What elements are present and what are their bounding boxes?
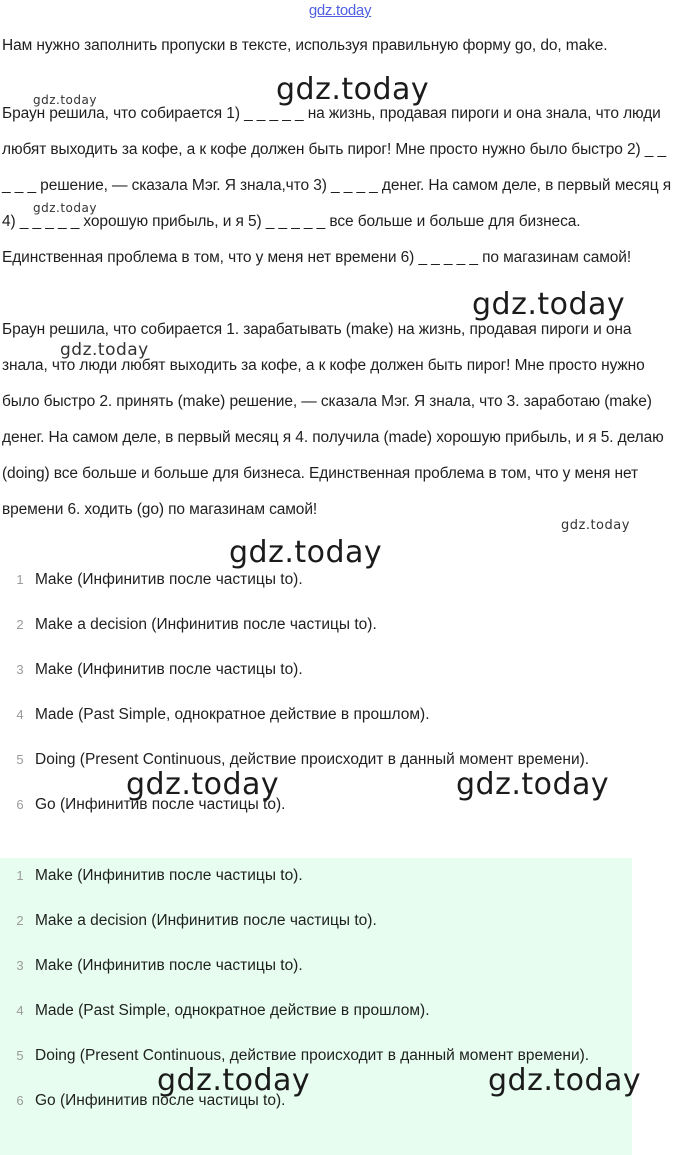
item-text: Made (Past Simple, однократное действие в прошлом). bbox=[35, 1002, 430, 1019]
task-intro: Нам нужно заполнить пропуски в тексте, используя правильную форму go, do, make. bbox=[2, 37, 608, 54]
list-item bbox=[0, 652, 640, 688]
watermark: gdz.today bbox=[126, 767, 280, 802]
list-item bbox=[0, 903, 632, 939]
list-item bbox=[0, 697, 640, 733]
item-text: Make a decision (Инфинитив после частицы to). bbox=[35, 912, 377, 929]
watermark: gdz.today bbox=[33, 201, 97, 215]
item-number: 5 bbox=[16, 752, 24, 767]
item-text: Make a decision (Инфинитив после частицы to). bbox=[35, 616, 377, 633]
item-text: Doing (Present Continuous, действие происходит в данный момент времени). bbox=[35, 1047, 590, 1064]
item-text: Made (Past Simple, однократное действие в прошлом). bbox=[35, 706, 430, 723]
item-text: Make (Инфинитив после частицы to). bbox=[35, 661, 303, 678]
item-text: Make (Инфинитив после частицы to). bbox=[35, 957, 303, 974]
watermark: gdz.today bbox=[456, 767, 610, 802]
item-number: 3 bbox=[16, 662, 24, 677]
item-text: Go (Инфинитив после частицы to). bbox=[35, 1092, 286, 1109]
site-link[interactable]: gdz.today bbox=[308, 2, 372, 19]
item-number: 4 bbox=[16, 707, 24, 722]
watermark: gdz.today bbox=[60, 340, 149, 360]
item-text: Doing (Present Continuous, действие происходит в данный момент времени). bbox=[35, 751, 590, 768]
watermark: gdz.today bbox=[488, 1063, 642, 1098]
item-text: Make (Инфинитив после частицы to). bbox=[35, 571, 303, 588]
item-number: 2 bbox=[16, 913, 24, 928]
item-number: 4 bbox=[16, 1003, 24, 1018]
item-number: 1 bbox=[16, 868, 24, 883]
item-text: Go (Инфинитив после частицы to). bbox=[35, 796, 286, 813]
watermark: gdz.today bbox=[229, 535, 383, 570]
list-item bbox=[0, 858, 632, 894]
item-number: 3 bbox=[16, 958, 24, 973]
exercise-text: Браун решила, что собирается 1) _ _ _ _ _ на жизнь, продавая пироги и она знала, что люди любят выходить за кофе, а к кофе должен быть пирог! Мне просто нужно было быстро 2) _ _ _ _ _ решение, — сказала Мэг. Я знала,что 3) _ _ _ _ денег. На самом деле, в первый месяц я 4) _ _ _ _ _ хорошую прибыль, и я 5) _ _ _ _ _ все больше и больше для бизнеса. Единственная проблема в том, что у меня нет времени 6) _ _ _ _ _ по магазинам самой! bbox=[2, 105, 671, 266]
list-item bbox=[0, 993, 632, 1029]
item-number: 1 bbox=[16, 572, 24, 587]
watermark: gdz.today bbox=[472, 287, 626, 322]
watermark: gdz.today bbox=[157, 1063, 311, 1098]
watermark: gdz.today bbox=[33, 93, 97, 107]
watermark: gdz.today bbox=[561, 518, 630, 533]
highlighted-answer-list bbox=[0, 858, 632, 1155]
item-number: 5 bbox=[16, 1048, 24, 1063]
item-number: 6 bbox=[16, 797, 24, 812]
item-number: 6 bbox=[16, 1093, 24, 1108]
answer-text: Браун решила, что собирается 1. зарабатывать (make) на жизнь, продавая пироги и она знала, что люди любят выходить за кофе, а к кофе должен быть пирог! Мне просто нужно было быстро 2. принять (make) решение, — сказала Мэг. Я знала, что 3. заработаю (make) денег. На самом деле, в первый месяц я 4. получила (made) хорошую прибыль, и я 5. делаю (doing) все больше и больше для бизнеса. Единственная проблема в том, что у меня нет времени 6. ходить (go) по магазинам самой! bbox=[2, 321, 664, 518]
watermark: gdz.today bbox=[276, 72, 430, 107]
item-number: 2 bbox=[16, 617, 24, 632]
list-item bbox=[0, 607, 640, 643]
item-text: Make (Инфинитив после частицы to). bbox=[35, 867, 303, 884]
list-item bbox=[0, 948, 632, 984]
